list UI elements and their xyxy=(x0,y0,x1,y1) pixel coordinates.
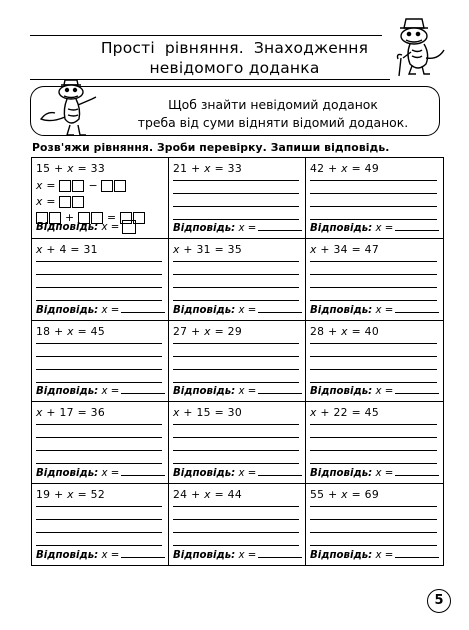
writing-line[interactable] xyxy=(310,532,437,533)
equation-text: x + 34 = 47 xyxy=(310,243,380,257)
answer-line: Відповідь: x = xyxy=(36,220,136,234)
answer-line: Відповідь: x = xyxy=(173,466,302,479)
writing-line[interactable] xyxy=(310,506,437,507)
equation-cell[interactable] xyxy=(306,239,443,320)
equation-text: x + 17 = 36 xyxy=(36,406,106,420)
writing-line[interactable] xyxy=(310,369,437,370)
answer-line: Відповідь: x = xyxy=(36,303,165,316)
answer-line: Відповідь: x = xyxy=(173,548,302,561)
writing-line[interactable] xyxy=(310,382,437,383)
writing-line[interactable] xyxy=(36,506,162,507)
writing-line[interactable] xyxy=(173,274,299,275)
equation-cell[interactable] xyxy=(306,321,443,402)
writing-line[interactable] xyxy=(36,274,162,275)
writing-line[interactable] xyxy=(36,532,162,533)
writing-line[interactable] xyxy=(173,424,299,425)
equation-text: x + 31 = 35 xyxy=(173,243,243,257)
writing-line[interactable] xyxy=(310,180,437,181)
step-x-equals: x = − xyxy=(36,179,126,192)
equation-text: 24 + x = 44 xyxy=(173,487,243,501)
equation-text: 42 + x = 49 xyxy=(310,162,380,175)
writing-line[interactable] xyxy=(173,519,299,520)
digit-box[interactable] xyxy=(72,196,84,208)
equations-grid xyxy=(31,157,444,566)
writing-line[interactable] xyxy=(173,287,299,288)
answer-blank[interactable] xyxy=(258,384,302,394)
writing-line[interactable] xyxy=(173,356,299,357)
equation-cell[interactable] xyxy=(306,158,443,239)
answer-line: Відповідь: x = xyxy=(310,221,439,234)
equation-cell[interactable] xyxy=(306,402,443,483)
equation-text: x + 15 = 30 xyxy=(173,406,243,420)
answer-blank[interactable] xyxy=(121,548,165,558)
writing-line[interactable] xyxy=(173,450,299,451)
dino-with-cane-icon xyxy=(384,14,452,82)
writing-line[interactable] xyxy=(310,463,437,464)
answer-line: Відповідь: x = xyxy=(36,466,165,479)
answer-line: Відповідь: x = xyxy=(310,303,439,316)
writing-line[interactable] xyxy=(36,300,162,301)
answer-blank[interactable] xyxy=(258,466,302,476)
equation-cell[interactable] xyxy=(169,484,306,565)
equation-cell[interactable] xyxy=(306,484,443,565)
equation-text: 27 + x = 29 xyxy=(173,324,243,338)
answer-blank[interactable] xyxy=(395,548,439,558)
dino-teacher-icon xyxy=(34,79,100,139)
writing-line[interactable] xyxy=(173,532,299,533)
equation-cell[interactable] xyxy=(169,402,306,483)
writing-line[interactable] xyxy=(310,450,437,451)
answer-line: Відповідь: x = xyxy=(173,221,302,234)
writing-line[interactable] xyxy=(310,545,437,546)
writing-line[interactable] xyxy=(173,545,299,546)
equation-cell[interactable] xyxy=(169,321,306,402)
equation-cell[interactable] xyxy=(169,158,306,239)
page-title-line-2: невідомого доданка xyxy=(149,59,320,77)
answer-box[interactable] xyxy=(122,220,136,234)
equation-text: x + 4 = 31 xyxy=(36,243,98,257)
equation-text: 55 + x = 69 xyxy=(310,487,380,501)
writing-line[interactable] xyxy=(173,261,299,262)
writing-line[interactable] xyxy=(310,300,437,301)
answer-blank[interactable] xyxy=(258,303,302,313)
step-x-result: x = xyxy=(36,195,84,208)
writing-line[interactable] xyxy=(310,206,437,207)
writing-line[interactable] xyxy=(310,261,437,262)
writing-line[interactable] xyxy=(36,463,162,464)
step-check: + = xyxy=(36,211,145,224)
writing-line[interactable] xyxy=(36,424,162,425)
rule-line-2: треба від суми відняти відомий доданок. xyxy=(137,115,409,130)
equation-cell[interactable] xyxy=(169,239,306,320)
writing-line[interactable] xyxy=(36,356,162,357)
writing-line[interactable] xyxy=(36,369,162,370)
answer-line: Відповідь: x = xyxy=(36,384,165,397)
answer-blank[interactable] xyxy=(395,384,439,394)
answer-line: Відповідь: x = xyxy=(36,548,165,561)
page-title-line-1: Прості рівняння. Знаходження xyxy=(100,39,369,57)
equation-cell[interactable] xyxy=(32,239,169,320)
equation-cell[interactable] xyxy=(32,158,169,239)
answer-line: Відповідь: x = xyxy=(310,466,439,479)
equation-cell[interactable] xyxy=(32,484,169,565)
rule-text xyxy=(100,96,446,132)
equation-text: 19 + x = 52 xyxy=(36,487,106,501)
writing-line[interactable] xyxy=(310,356,437,357)
equation-cell[interactable] xyxy=(32,321,169,402)
digit-box[interactable] xyxy=(72,180,84,192)
answer-blank[interactable] xyxy=(395,466,439,476)
writing-line[interactable] xyxy=(310,343,437,344)
writing-line[interactable] xyxy=(173,463,299,464)
equation-text: 18 + x = 45 xyxy=(36,324,106,338)
writing-line[interactable] xyxy=(173,437,299,438)
digit-box[interactable] xyxy=(59,196,71,208)
title-top-rule xyxy=(30,35,382,36)
writing-line[interactable] xyxy=(173,193,299,194)
equation-text: x + 22 = 45 xyxy=(310,406,380,420)
equation-text: 28 + x = 40 xyxy=(310,324,380,338)
equation-cell[interactable] xyxy=(32,402,169,483)
answer-line: Відповідь: x = xyxy=(310,548,439,561)
writing-line[interactable] xyxy=(173,180,299,181)
writing-line[interactable] xyxy=(173,206,299,207)
answer-line: Відповідь: x = xyxy=(173,303,302,316)
writing-line[interactable] xyxy=(36,545,162,546)
page-number: 5 xyxy=(427,589,451,613)
writing-line[interactable] xyxy=(36,382,162,383)
writing-line[interactable] xyxy=(173,382,299,383)
answer-blank[interactable] xyxy=(395,303,439,313)
answer-blank[interactable] xyxy=(258,221,302,231)
writing-line[interactable] xyxy=(173,219,299,220)
answer-line: Відповідь: x = xyxy=(173,384,302,397)
writing-line[interactable] xyxy=(36,261,162,262)
rule-line-1: Щоб знайти невідомий доданок xyxy=(168,97,378,112)
writing-line[interactable] xyxy=(173,369,299,370)
answer-blank[interactable] xyxy=(258,548,302,558)
writing-line[interactable] xyxy=(173,506,299,507)
writing-line[interactable] xyxy=(310,193,437,194)
task-instruction: Розв'яжи рівняння. Зроби перевірку. Запиши відповідь. xyxy=(32,141,390,154)
writing-line[interactable] xyxy=(36,287,162,288)
writing-line[interactable] xyxy=(310,287,437,288)
writing-line[interactable] xyxy=(310,437,437,438)
writing-line[interactable] xyxy=(36,343,162,344)
writing-line[interactable] xyxy=(310,219,437,220)
equation-text: 15 + x = 33 xyxy=(36,162,106,175)
answer-line: Відповідь: x = xyxy=(310,384,439,397)
writing-line[interactable] xyxy=(173,343,299,344)
answer-blank[interactable] xyxy=(121,466,165,476)
digit-box[interactable] xyxy=(114,180,126,192)
answer-blank[interactable] xyxy=(121,384,165,394)
writing-line[interactable] xyxy=(310,519,437,520)
writing-line[interactable] xyxy=(36,450,162,451)
digit-box[interactable] xyxy=(59,180,71,192)
digit-box[interactable] xyxy=(101,180,113,192)
writing-line[interactable] xyxy=(36,437,162,438)
answer-blank[interactable] xyxy=(121,303,165,313)
writing-line[interactable] xyxy=(36,519,162,520)
writing-line[interactable] xyxy=(173,300,299,301)
writing-line[interactable] xyxy=(310,274,437,275)
answer-blank[interactable] xyxy=(395,221,439,231)
equation-text: 21 + x = 33 xyxy=(173,162,243,175)
writing-line[interactable] xyxy=(310,424,437,425)
